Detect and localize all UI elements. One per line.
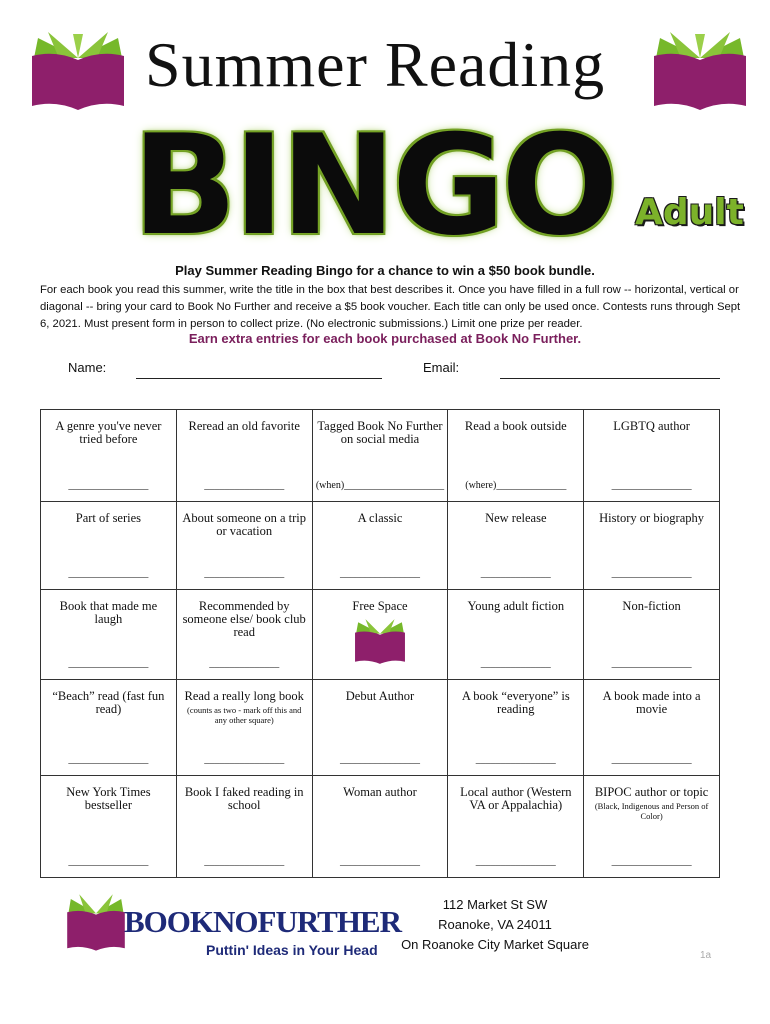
bingo-square[interactable] <box>584 776 720 878</box>
bingo-square[interactable] <box>312 410 448 502</box>
bingo-square[interactable] <box>312 590 448 680</box>
square-prompt: A book made into a movie <box>602 689 701 716</box>
address-line: Roanoke, VA 24011 <box>438 917 552 932</box>
bingo-square[interactable] <box>312 776 448 878</box>
bingo-square[interactable] <box>41 410 177 502</box>
title-write-line[interactable]: ________________ <box>611 856 692 867</box>
bingo-square[interactable] <box>448 590 584 680</box>
address-line: 112 Market St SW <box>442 897 548 912</box>
square-prompt: About someone on a trip or vacation <box>182 511 306 538</box>
title-write-line[interactable]: ______________ <box>480 568 551 579</box>
title-write-line[interactable]: ________________ <box>475 856 556 867</box>
bingo-row <box>41 776 720 878</box>
audience-label: Adult <box>635 192 744 233</box>
bingo-grid <box>40 409 720 878</box>
bingo-square[interactable] <box>176 590 312 680</box>
bingo-row <box>41 680 720 776</box>
open-book-icon <box>354 619 406 665</box>
page-number: 1a <box>700 950 712 961</box>
square-prompt: Read a book outside <box>464 419 567 433</box>
bingo-row <box>41 590 720 680</box>
square-prompt: Read a really long book <box>184 689 304 703</box>
email-field[interactable] <box>500 378 720 379</box>
square-prompt: Recommended by someone else/ book club read <box>182 599 306 639</box>
bingo-square[interactable] <box>312 680 448 776</box>
square-note: (Black, Indigenous and Person of Color) <box>594 801 709 821</box>
bingo-row <box>41 502 720 590</box>
square-prompt: Non-fiction <box>622 599 681 613</box>
square-prompt: LGBTQ author <box>613 419 690 433</box>
title-write-line[interactable]: ________________ <box>475 754 556 765</box>
name-label: Name: <box>68 360 107 375</box>
title-write-line[interactable]: ________________ <box>339 856 420 867</box>
square-prompt: Woman author <box>343 785 417 799</box>
logo-wordmark: BOOKNOFURTHER <box>124 904 401 939</box>
square-prompt: Book that made me laugh <box>59 599 158 626</box>
title-write-line[interactable]: ________________ <box>68 568 149 579</box>
title-write-line[interactable]: ________________ <box>204 754 285 765</box>
square-prompt: Free Space <box>352 599 408 613</box>
title-write-line[interactable]: ________________ <box>611 480 692 491</box>
title-write-line[interactable]: ________________ <box>68 480 149 491</box>
title-write-line[interactable]: ________________ <box>204 856 285 867</box>
bingo-square[interactable] <box>41 680 177 776</box>
logo-tagline: Puttin' Ideas in Your Head <box>206 942 378 958</box>
title-write-line[interactable]: ______________ <box>480 658 551 669</box>
square-prompt: New York Times bestseller <box>66 785 151 812</box>
square-prompt: Tagged Book No Further on social media <box>317 419 443 446</box>
bingo-square[interactable] <box>448 410 584 502</box>
title-write-line[interactable]: (where)______________ <box>465 480 567 491</box>
title-write-line[interactable]: ______________ <box>209 658 280 669</box>
square-note: (counts as two - mark off this and any other square) <box>187 705 302 725</box>
title-write-line[interactable]: ________________ <box>204 480 285 491</box>
square-prompt: A book “everyone” is reading <box>461 689 570 716</box>
bingo-square[interactable] <box>41 590 177 680</box>
open-book-icon <box>28 30 128 110</box>
name-field[interactable] <box>136 378 382 379</box>
bingo-heading: BINGO <box>132 105 615 266</box>
square-prompt: Local author (Western VA or Appalachia) <box>460 785 572 812</box>
title-write-line[interactable]: ________________ <box>611 568 692 579</box>
square-prompt: Book I faked reading in school <box>184 785 304 812</box>
bingo-square[interactable] <box>41 776 177 878</box>
title-write-line[interactable]: ________________ <box>339 754 420 765</box>
address-line: On Roanoke City Market Square <box>401 937 589 952</box>
square-prompt: Debut Author <box>345 689 415 703</box>
open-book-icon <box>66 894 126 952</box>
square-prompt: A genre you've never tried before <box>55 419 162 446</box>
bingo-square[interactable] <box>41 502 177 590</box>
open-book-icon <box>650 30 750 110</box>
title-write-line[interactable]: ________________ <box>339 568 420 579</box>
title-write-line[interactable]: ________________ <box>68 754 149 765</box>
square-prompt: Part of series <box>75 511 142 525</box>
title-write-line[interactable]: (when)____________________ <box>315 480 445 491</box>
prize-headline: Play Summer Reading Bingo for a chance to win a $50 book bundle. <box>175 263 595 278</box>
square-prompt: New release <box>485 511 547 525</box>
square-prompt: Young adult fiction <box>467 599 565 613</box>
store-address <box>390 895 600 955</box>
bingo-square[interactable] <box>448 776 584 878</box>
square-prompt: A classic <box>357 511 403 525</box>
extra-entries-text: Earn extra entries for each book purchased at Book No Further. <box>188 331 582 346</box>
square-prompt: History or biography <box>599 511 705 525</box>
bingo-square[interactable] <box>312 502 448 590</box>
title-write-line[interactable]: ________________ <box>611 754 692 765</box>
bingo-square[interactable] <box>176 410 312 502</box>
bingo-square[interactable] <box>448 502 584 590</box>
email-label: Email: <box>423 360 460 375</box>
square-prompt: BIPOC author or topic <box>594 785 709 799</box>
bingo-square[interactable] <box>584 502 720 590</box>
bingo-square[interactable] <box>584 410 720 502</box>
title-write-line[interactable]: ________________ <box>68 856 149 867</box>
title-write-line[interactable]: ________________ <box>68 658 149 669</box>
bingo-square[interactable] <box>176 680 312 776</box>
square-prompt: “Beach” read (fast fun read) <box>52 689 165 716</box>
book-no-further-logo <box>66 890 401 970</box>
bingo-row <box>41 410 720 502</box>
bingo-square[interactable] <box>176 776 312 878</box>
instructions-text: For each book you read this summer, write the title in the box that best describes it. Once you have filled in a full row -- horizontal, vertical or diagonal -- bring your card to Book No Further and receive a $5 book voucher. Each title can only be used once. Contests runs through Sept 6, 2021. Must present form in person to collect prize. (No electronic submissions.) Limit one prize per reader. <box>40 284 741 330</box>
title-write-line[interactable]: ________________ <box>611 658 692 669</box>
bingo-square[interactable] <box>584 680 720 776</box>
page-title: Summer Reading <box>145 29 606 100</box>
bingo-square[interactable] <box>448 680 584 776</box>
title-write-line[interactable]: ________________ <box>204 568 285 579</box>
square-prompt: Reread an old favorite <box>188 419 300 433</box>
bingo-square[interactable] <box>584 590 720 680</box>
bingo-square[interactable] <box>176 502 312 590</box>
